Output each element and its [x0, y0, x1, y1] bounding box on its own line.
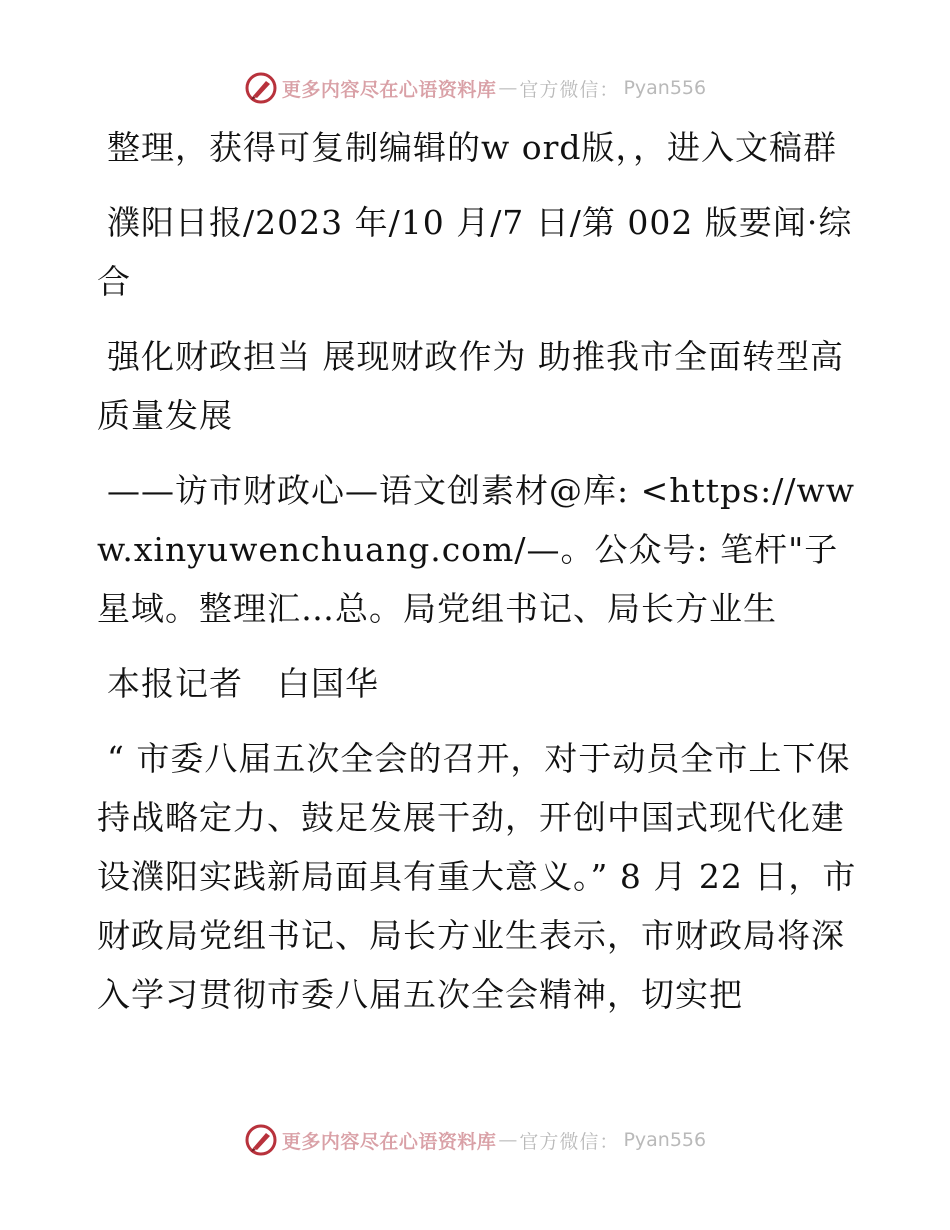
footer-watermark-banner — [0, 1120, 950, 1160]
banner-wechat-id: Pyan556 — [623, 1129, 707, 1151]
header-watermark-banner — [0, 68, 950, 108]
banner-official-label: 官方微信： — [519, 78, 620, 101]
banner-official-label: 官方微信： — [519, 1130, 620, 1153]
article-subtitle: ——访市财政心—语文创素材@库: <https://www.xinyuwenchuang.com/—。公众号: 笔杆"子星域。整理汇…总。局党组书记、局长方业生 — [97, 471, 855, 628]
banner-dash: — — [498, 1129, 518, 1151]
document-body — [97, 118, 857, 1040]
banner-wechat-id: Pyan556 — [623, 77, 707, 99]
paragraph-source-line: 濮阳日报/2023 年/10 月/7 日/第 002 版要闻·综合 — [97, 203, 853, 301]
banner-dash: — — [498, 77, 518, 99]
pen-logo-icon — [244, 71, 278, 105]
article-title: 强化财政担当 展现财政作为 助推我市全面转型高质量发展 — [97, 337, 844, 435]
banner-main-text: 更多内容尽在心语资料库 — [281, 1130, 497, 1153]
banner-main-text: 更多内容尽在心语资料库 — [281, 78, 497, 101]
paragraph-intro-note: 整理，获得可复制编辑的w ord版，，进入文稿群 — [107, 128, 838, 167]
pen-logo-icon — [244, 1123, 278, 1157]
reporter-byline: 本报记者 白国华 — [107, 664, 379, 703]
paragraph-body: “ 市委八届五次全会的召开，对于动员全市上下保持战略定力、鼓足发展干劲，开创中国式现代化建设濮阳实践新局面具有重大意义。” 8 月 22 日，市财政局党组书记、局长方业生表示，市财政局将深入学习贯彻市委八届五次全会精神，切实把 — [97, 739, 857, 1014]
